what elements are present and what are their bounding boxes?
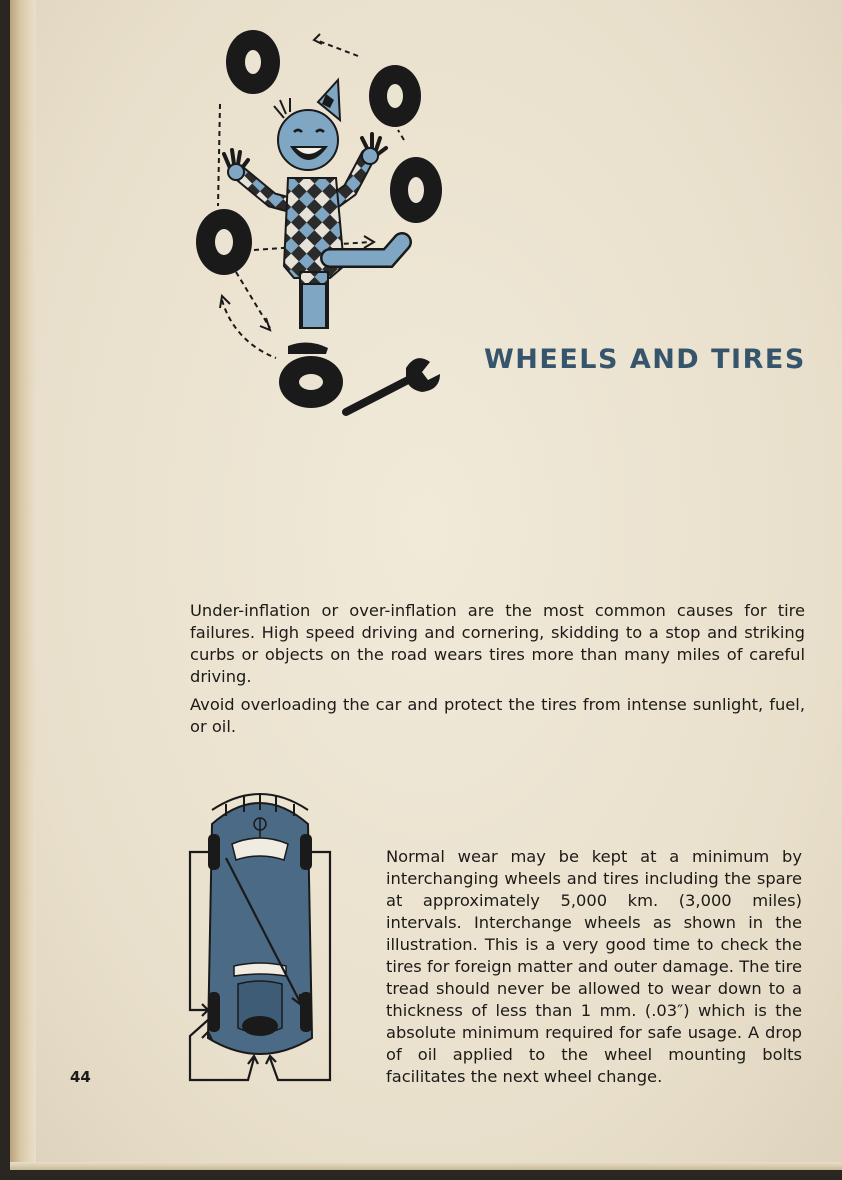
car-top-view-illustration <box>182 788 338 1088</box>
rotation-paragraph: Normal wear may be kept at a minimum by interchanging wheels and tires including the spare at approximately 5,000 km. (3,000 miles) intervals. Interchange wheels as shown in the illustration. This is a very good time to check the tires for foreign matter and outer damage. The tire tread should never be allowed to wear down to a thickness of less than 1 mm. (.03″) which is the absolute minimum required for safe usage. A drop of oil applied to the wheel mounting bolts facilitates the next wheel change. <box>386 847 802 1086</box>
tire-icon <box>196 209 252 275</box>
front-right-wheel <box>300 834 312 870</box>
page-number: 44 <box>70 1068 91 1086</box>
front-left-wheel <box>208 834 220 870</box>
clown-figure <box>224 80 402 354</box>
tire-icon <box>390 157 442 223</box>
wrench-icon <box>346 358 440 412</box>
clown-juggling-tires-illustration <box>190 28 460 420</box>
intro-paragraph-2: Avoid overloading the car and protect the tires from intense sunlight, fuel, or oil. <box>190 695 805 736</box>
intro-text <box>190 600 805 744</box>
tire-icon <box>279 356 343 408</box>
tire-icon <box>369 65 421 127</box>
intro-paragraph-1: Under-inflation or over-inflation are the most common causes for tire failures. High speed driving and cornering, skidding to a stop and striking curbs or objects on the road wears tires more than many miles of careful driving. <box>190 601 805 686</box>
rear-left-wheel <box>208 992 220 1032</box>
page-title: WHEELS AND TIRES <box>484 344 806 375</box>
page-spine <box>10 0 36 1170</box>
manual-page <box>10 0 842 1170</box>
page-bottom-edge <box>10 1162 842 1170</box>
rear-right-wheel <box>300 992 312 1032</box>
tire-icon <box>226 30 280 94</box>
rotation-instructions <box>386 846 802 1088</box>
